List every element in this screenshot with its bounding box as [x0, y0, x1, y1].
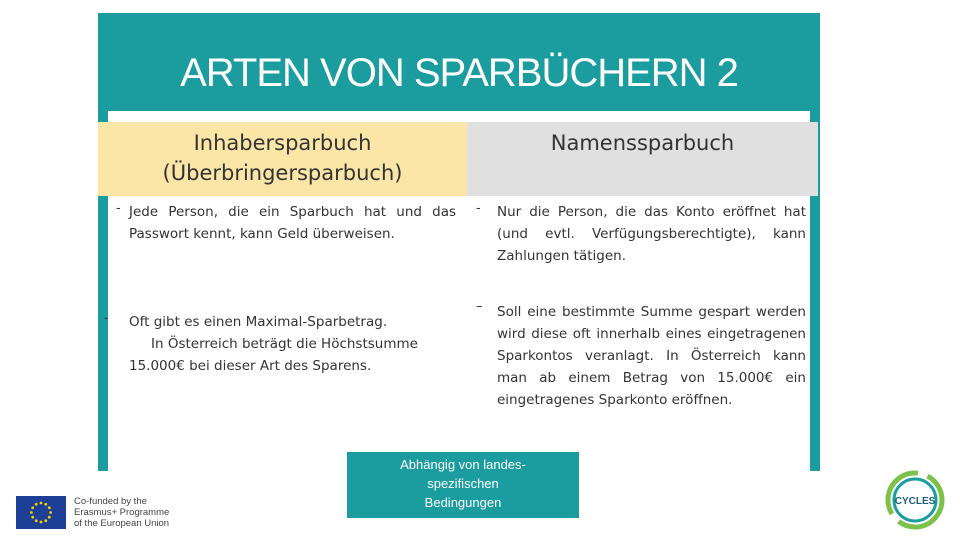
left-bullet-1: Jede Person, die ein Sparbuch hat und das Passwort kennt, kann Geld überweisen. [129, 204, 456, 242]
left-bullet-2 [129, 311, 456, 377]
header-namenssparbuch: Namenssparbuch [467, 122, 818, 196]
note-line2: spezifischen [427, 476, 499, 491]
eu-line3: of the European Union [74, 518, 170, 529]
title-bar [98, 13, 820, 111]
note-box [347, 452, 579, 518]
bullet-marker: - [476, 201, 481, 216]
eu-funding-text [74, 496, 169, 529]
eu-line1: Co-funded by the [74, 496, 147, 507]
left-bullet-2-line2: In Österreich beträgt die Höchstsumme [151, 336, 418, 352]
logo-text: CYCLES [894, 496, 936, 507]
header-left-line1: Inhabersparbuch [193, 131, 372, 155]
note-line1: Abhängig von landes- [400, 457, 526, 472]
eu-line2: Erasmus+ Programme [74, 507, 170, 518]
right-bullet-1: Nur die Person, die das Konto eröffnet hat (und evtl. Verfügungsberechtigte), kann Zahlungen tätigen. [497, 204, 806, 264]
cycles-logo-icon [884, 469, 946, 531]
left-bullet-2-line3: 15.000€ bei dieser Art des Sparens. [129, 358, 372, 374]
left-bullet-2-line1: Oft gibt es einen Maximal-Sparbetrag. [129, 314, 388, 330]
bullet-marker: – [476, 299, 483, 314]
right-bullet-2: Soll eine bestimmte Summe gespart werden wird diese oft innerhalb eines eingetragenen Sparkontos veranlagt. In Österreich kann man ab einem Betrag von 15.000€ ein eingetragenes Sparkonto eröffnen. [497, 304, 806, 408]
slide-title: ARTEN VON SPARBÜCHERN 2 [180, 51, 738, 95]
eu-flag-icon [16, 496, 66, 529]
bullet-marker: - [104, 311, 109, 326]
header-inhabersparbuch [98, 122, 467, 196]
bullet-marker: - [116, 201, 121, 216]
header-left-line2: (Überbringersparbuch) [162, 161, 403, 185]
note-line3: Bedingungen [424, 495, 502, 510]
